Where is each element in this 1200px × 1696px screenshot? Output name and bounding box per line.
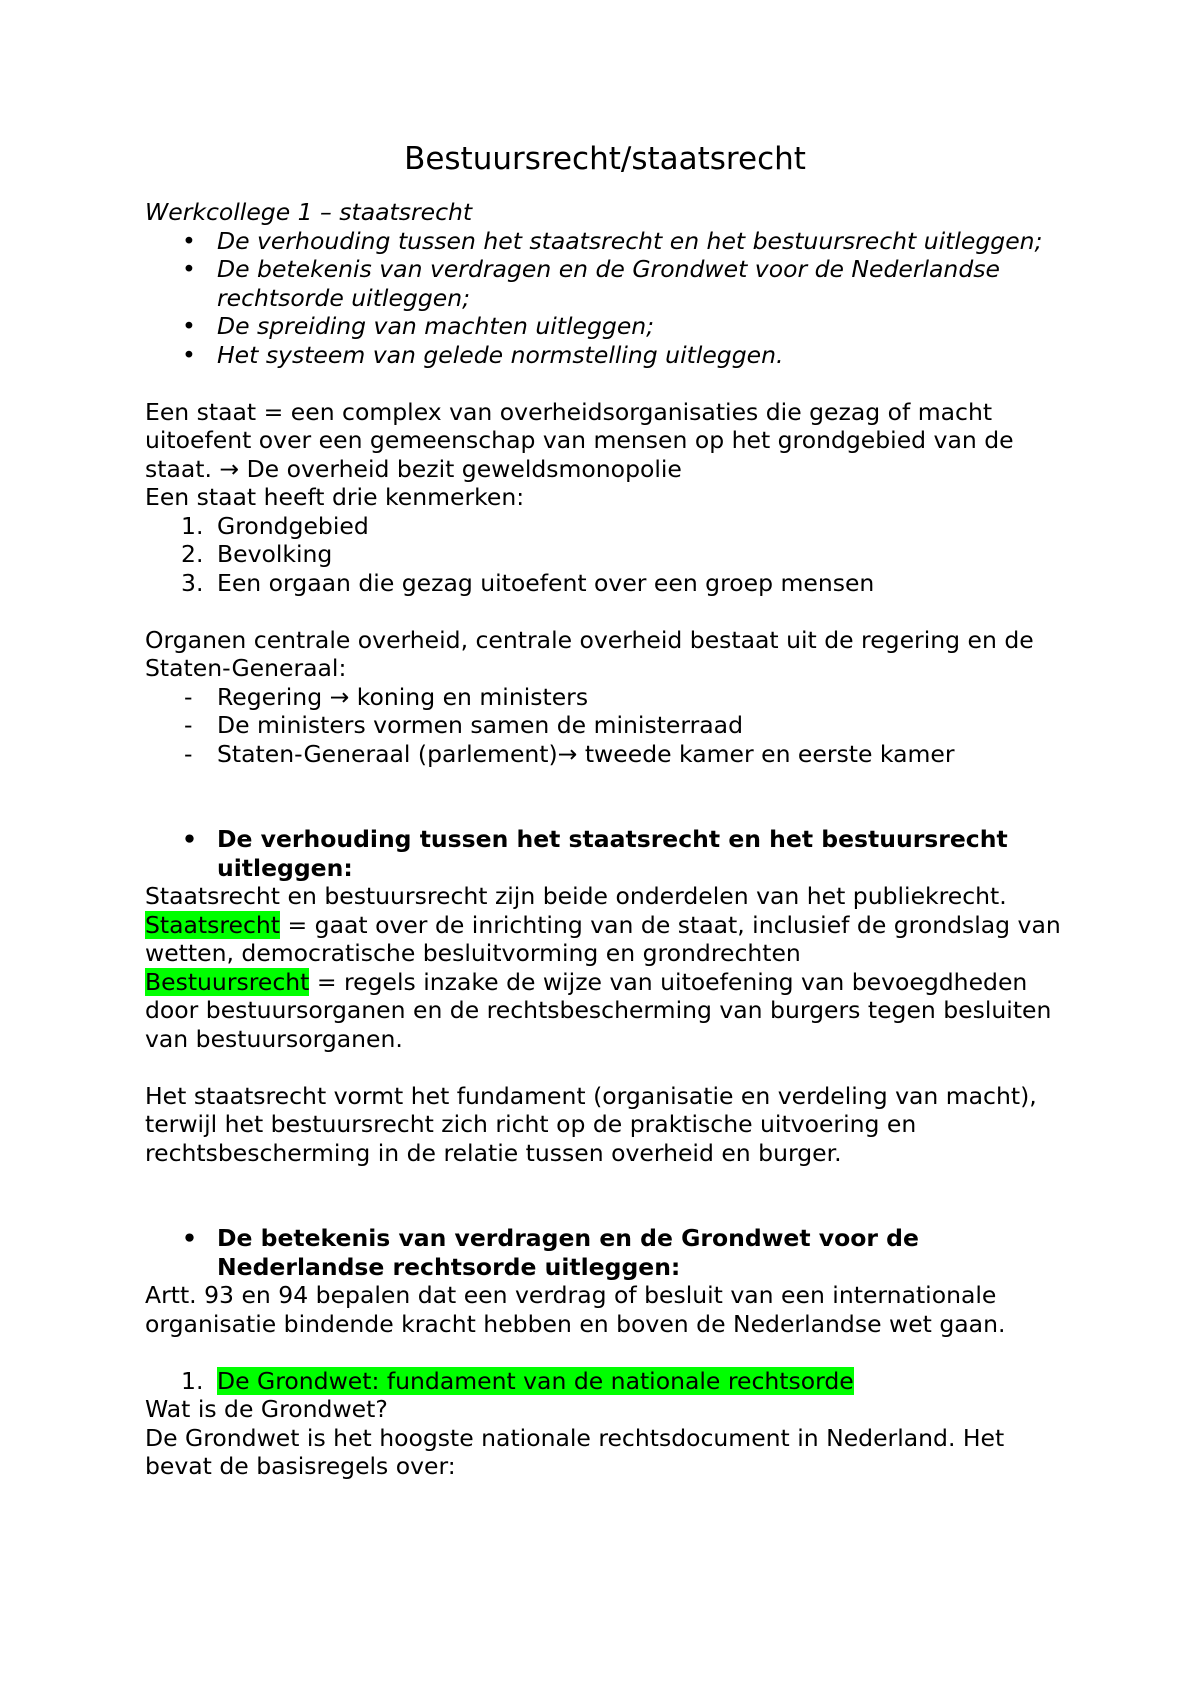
bestuursrecht-definition: Bestuursrecht = regels inzake de wijze van uitoefening van bevoegdheden door bestuursorganen en de rechtsbescherming van burgers tegen besluiten van bestuursorganen. bbox=[145, 967, 1052, 1053]
organen-list bbox=[145, 683, 1065, 769]
list-item: 3. Een orgaan die gezag uitoefent over een groep mensen bbox=[181, 568, 875, 597]
document-page bbox=[145, 140, 1065, 1481]
section-heading: • De betekenis van verdragen en de Grondwet voor de Nederlandse rechtsorde uitleggen: bbox=[145, 1224, 1065, 1281]
grondwet-sublist bbox=[145, 1367, 1065, 1396]
list-item: - Staten-Generaal (parlement)→ tweede kamer en eerste kamer bbox=[145, 740, 1065, 769]
kenmerken-intro: Een staat heeft drie kenmerken: bbox=[145, 483, 525, 511]
highlighted-term: Staatsrecht bbox=[145, 910, 281, 939]
section-heading-verhouding bbox=[145, 825, 1065, 882]
werkcollege-list bbox=[145, 227, 1065, 370]
organen-intro: Organen centrale overheid, centrale overheid bestaat uit de regering en de Staten-Generaal: bbox=[145, 625, 1034, 682]
list-item bbox=[145, 1367, 1065, 1396]
verhouding-conclusion: Het staatsrecht vormt het fundament (organisatie en verdeling van macht), terwijl het bestuursrecht zich richt op de praktische uitvoering en rechtsbescherming in de relatie tussen overheid en burger. bbox=[145, 1081, 1037, 1167]
list-item: - Regering → koning en ministers bbox=[145, 683, 1065, 712]
staatsrecht-definition: Staatsrecht = gaat over de inrichting van de staat, inclusief de grondslag van wetten, democratische besluitvorming en grondrechten bbox=[145, 910, 1061, 967]
verhouding-intro: Staatsrecht en bestuursrecht zijn beide onderdelen van het publiekrecht. bbox=[145, 882, 1007, 910]
highlighted-heading: 1. De Grondwet: fundament van de nationale rechtsorde bbox=[181, 1366, 854, 1395]
highlighted-term: Bestuursrecht bbox=[145, 967, 310, 996]
section-heading-verdragen bbox=[145, 1224, 1065, 1281]
list-item: - De ministers vormen samen de ministerraad bbox=[145, 711, 1065, 740]
list-item: • Het systeem van gelede normstelling uitleggen. bbox=[145, 341, 1065, 370]
list-item: 1. Grondgebied bbox=[181, 511, 369, 540]
grondwet-question: Wat is de Grondwet? bbox=[145, 1395, 388, 1423]
list-item: • De betekenis van verdragen en de Grondwet voor de Nederlandse rechtsorde uitleggen; bbox=[145, 255, 1065, 312]
werkcollege-heading: Werkcollege 1 – staatsrecht bbox=[145, 198, 473, 226]
list-item: • De spreiding van machten uitleggen; bbox=[145, 312, 1065, 341]
staat-definition: Een staat = een complex van overheidsorganisaties die gezag of macht uitoefent over een gemeenschap van mensen op het grondgebied van de staat. → De overheid bezit geweldsmonopolie bbox=[145, 397, 1014, 483]
grondwet-answer: De Grondwet is het hoogste nationale rechtsdocument in Nederland. Het bevat de basisregels over: bbox=[145, 1423, 1005, 1480]
verdragen-text: Artt. 93 en 94 bepalen dat een verdrag of besluit van een internationale organisatie bindende kracht hebben en boven de Nederlandse wet gaan. bbox=[145, 1281, 1006, 1338]
section-heading: • De verhouding tussen het staatsrecht en het bestuursrecht uitleggen: bbox=[145, 825, 1065, 882]
document-title: Bestuursrecht/staatsrecht bbox=[404, 141, 806, 177]
list-item: • De verhouding tussen het staatsrecht en het bestuursrecht uitleggen; bbox=[145, 227, 1065, 256]
list-item: 2. Bevolking bbox=[181, 540, 333, 568]
kenmerken-list bbox=[145, 512, 1065, 598]
